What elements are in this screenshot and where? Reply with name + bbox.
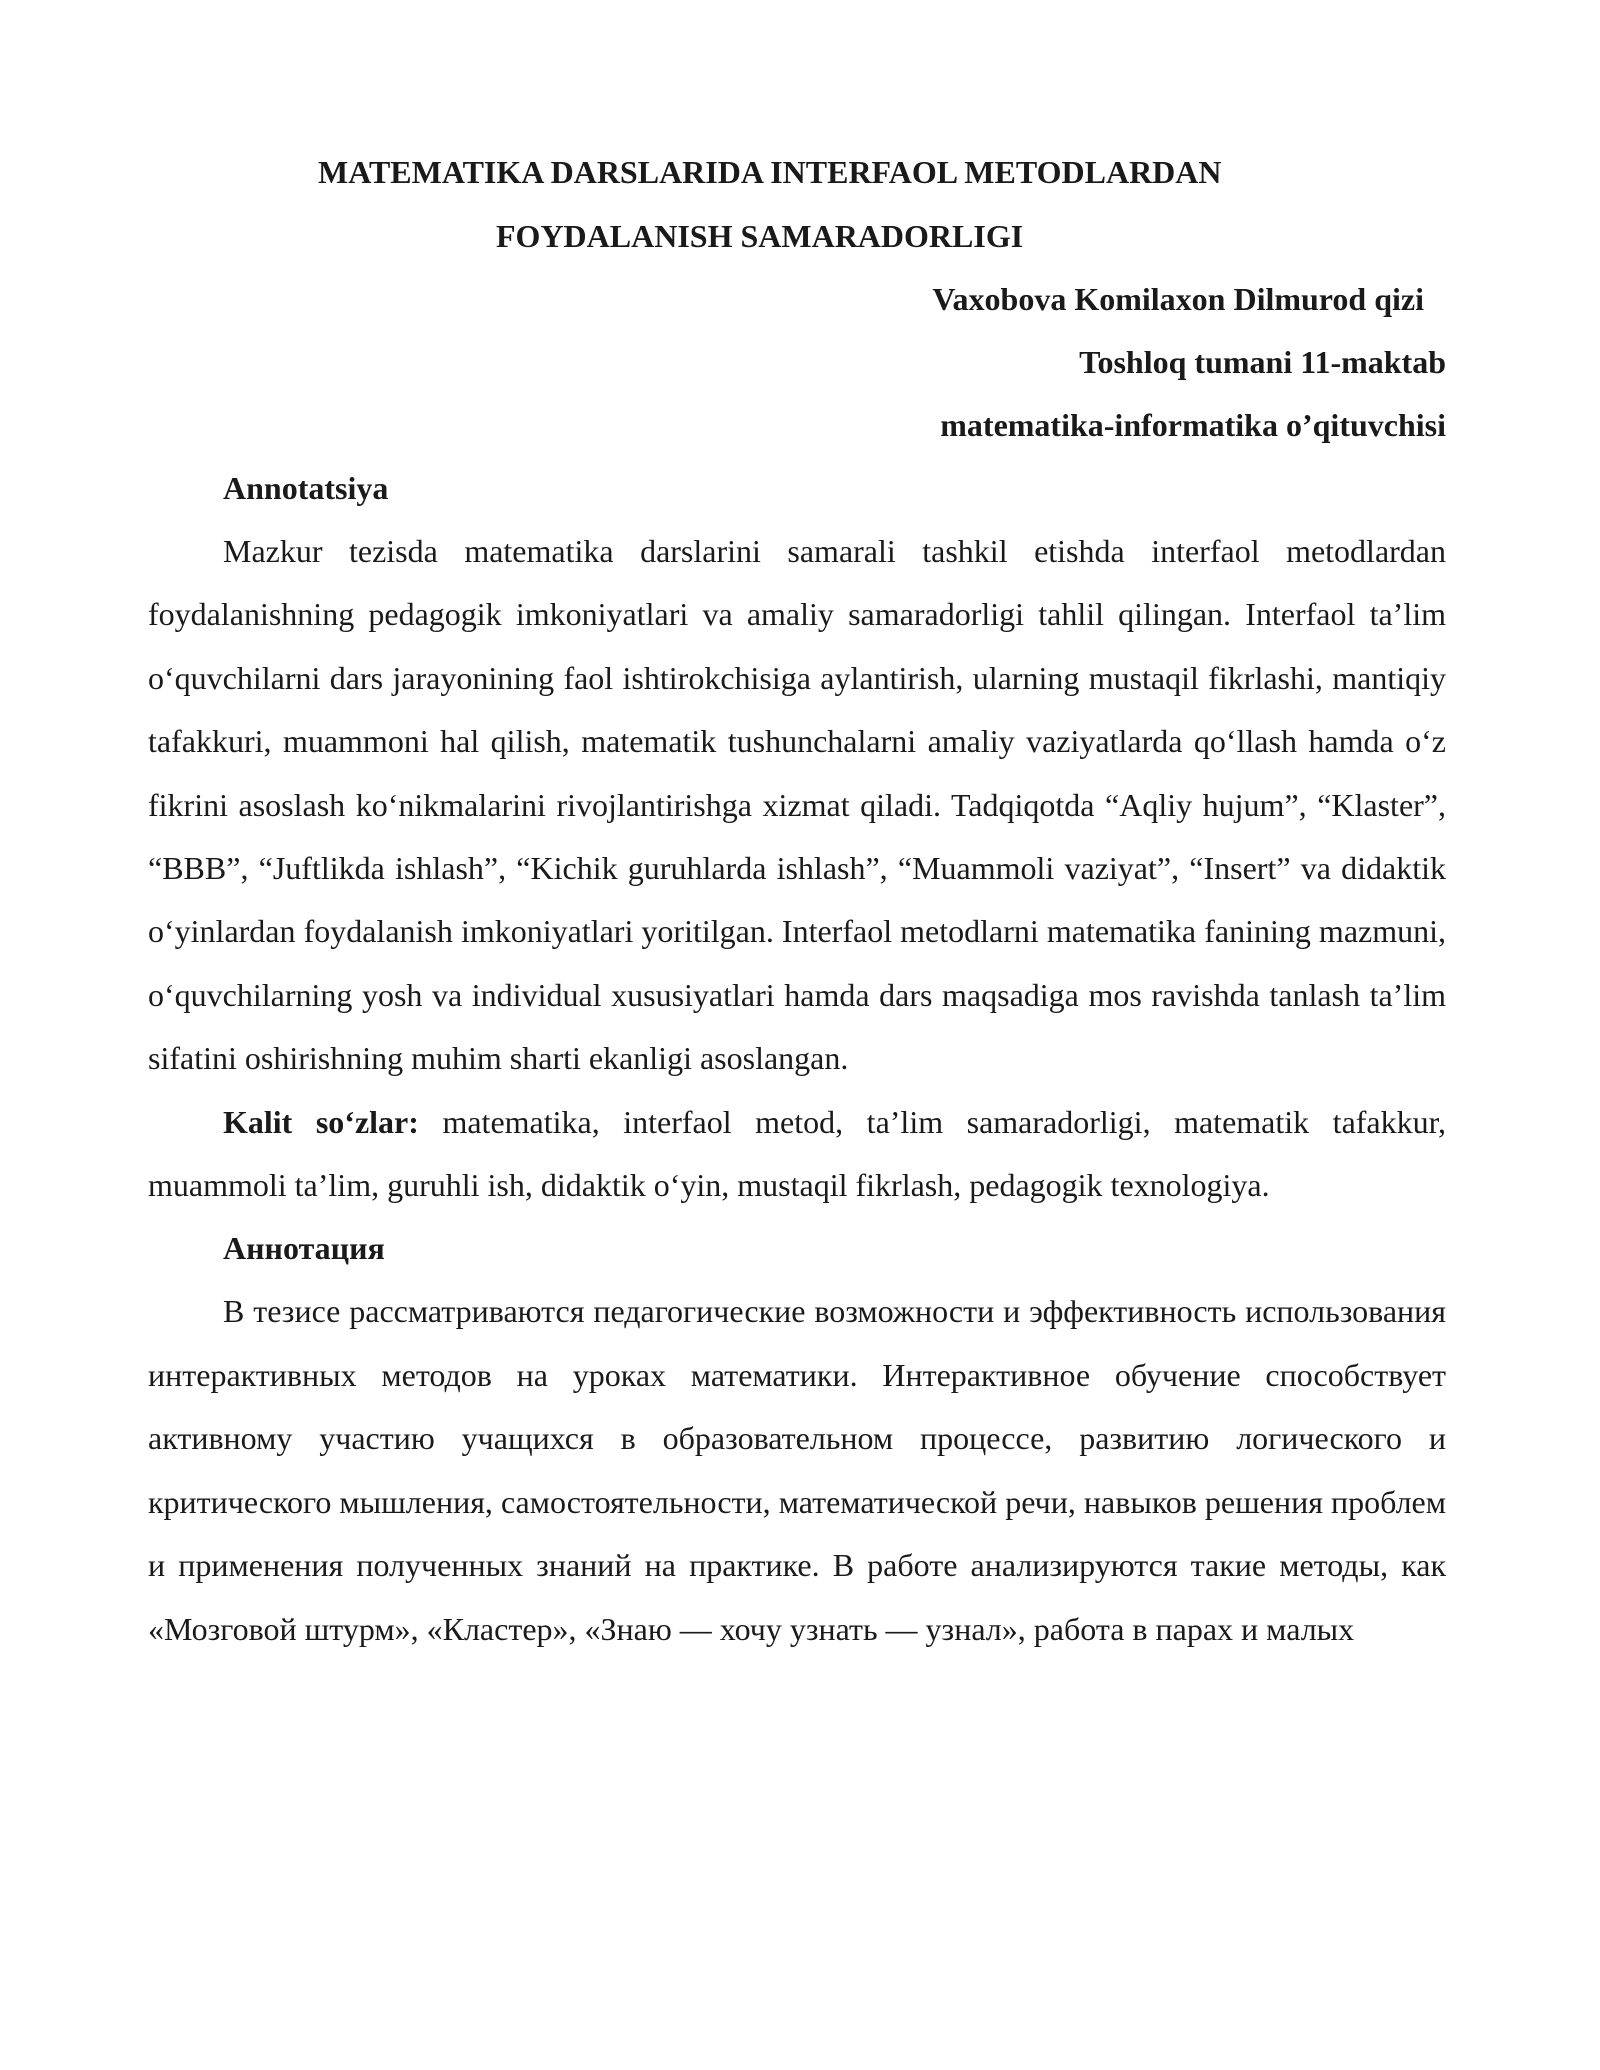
annotation-uz-heading: Annotatsiya [223,470,389,506]
author-school: Toshloq tumani 11-maktab [1079,344,1446,380]
keywords-paragraph [148,1091,1446,1218]
document-page [148,140,1446,1661]
annotation-ru-heading: Аннотация [223,1230,385,1267]
keywords-label: Kalit so‘zlar: [223,1103,419,1140]
author-name: Vaxobova Komilaxon Dilmurod qizi [932,281,1424,317]
annotation-ru-text: В тезисе рассматриваются педагогические возможности и эффективность использования интерактивных методов на уроках математики. Интерактивное обучение способствует активному участию учащихся в образовательном процессе, развитию логического и критического мышления, самостоятельности, математической речи, навыков решения проблем и применения полученных знаний на практике. В работе анализируются такие методы, как «Мозговой штурм», «Кластер», «Знаю — хочу узнать — узнал», работа в парах и малых [148,1293,1446,1647]
author-position: matematika-informatika o’qituvchisi [940,407,1446,443]
annotation-uz-text: Mazkur tezisda matematika darslarini samarali tashkil etishda interfaol metodlardan foydalanishning pedagogik imkoniyatlari va amaliy samaradorligi tahlil qilingan. Interfaol ta’lim o‘quvchilarni dars jarayonining faol ishtirokchisiga aylantirish, ularning mustaqil fikrlashi, mantiqiy tafakkuri, muammoni hal qilish, matematik tushunchalarni amaliy vaziyatlarda qo‘llash hamda o‘z fikrini asoslash ko‘nikmalarini rivojlantirishga xizmat qiladi. Tadqiqotda “Aqliy hujum”, “Klaster”, “BBB”, “Juftlikda ishlash”, “Kichik guruhlarda ishlash”, “Muammoli vaziyat”, “Insert” va didaktik o‘yinlardan foydalanish imkoniyatlari yoritilgan. Interfaol metodlarni matematika fanining mazmuni, o‘quvchilarning yosh va individual xususiyatlari hamda dars maqsadiga mos ravishda tanlash ta’lim sifatini oshirishning muhim sharti ekanligi asoslangan. [148,533,1446,1077]
title-line-2: FOYDALANISH SAMARADORLIGI [496,218,1024,254]
title-line-1: MATEMATIKA DARSLARIDA INTERFAOL METODLARDAN [318,154,1222,190]
keywords-text: matematika, interfaol metod, ta’lim samaradorligi, matematik tafakkur, muammoli ta’lim, guruhli ish, didaktik o‘yin, mustaqil fikrlash, pedagogik texnologiya. [148,1103,1447,1204]
